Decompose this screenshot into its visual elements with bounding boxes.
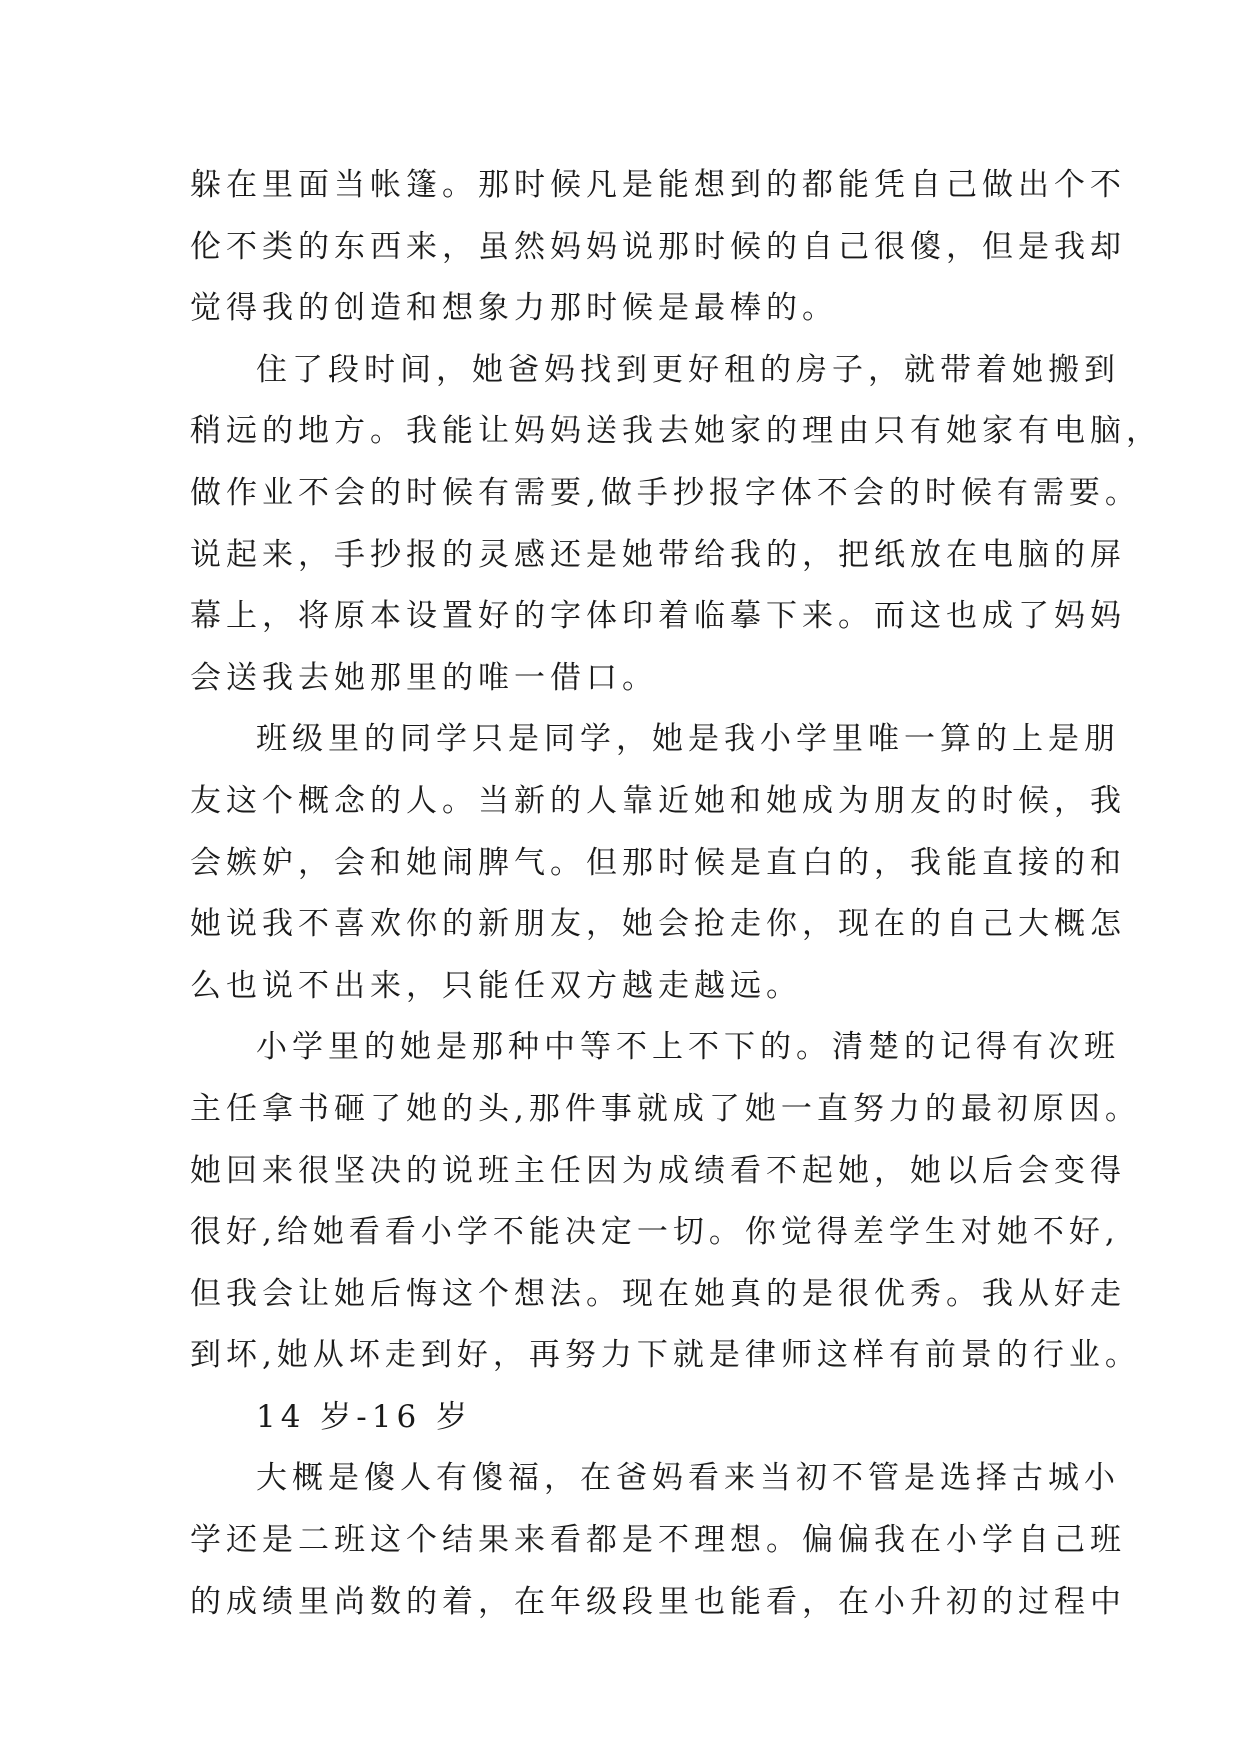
text-line: 她说我不喜欢你的新朋友，她会抢走你，现在的自己大概怎	[190, 906, 1126, 943]
text-line: 稍远的地方。我能让妈妈送我去她家的理由只有她家有电脑，	[190, 413, 1162, 450]
text-line: 会送我去她那里的唯一借口。	[190, 659, 658, 696]
text-line: 主任拿书砸了她的头,那件事就成了她一直努力的最初原因。	[190, 1090, 1141, 1127]
text-line: 学还是二班这个结果来看都是不理想。偏偏我在小学自己班	[190, 1522, 1126, 1559]
text-line: 做作业不会的时候有需要,做手抄报字体不会的时候有需要。	[190, 474, 1141, 511]
section-heading: 14 岁-16 岁	[256, 1398, 473, 1435]
text-line: 但我会让她后悔这个想法。现在她真的是很优秀。我从好走	[190, 1275, 1126, 1312]
text-line: 到坏,她从坏走到好，再努力下就是律师这样有前景的行业。	[190, 1337, 1141, 1374]
text-line: 躲在里面当帐篷。那时候凡是能想到的都能凭自己做出个不	[190, 167, 1126, 203]
body-text	[190, 155, 1162, 1633]
paragraph-first-line: 住了段时间，她爸妈找到更好租的房子，就带着她搬到	[256, 351, 1120, 388]
text-line: 很好,给她看看小学不能决定一切。你觉得差学生对她不好,	[190, 1214, 1120, 1251]
text-line: 幕上，将原本设置好的字体印着临摹下来。而这也成了妈妈	[190, 598, 1126, 635]
text-line: 会嫉妒，会和她闹脾气。但那时候是直白的，我能直接的和	[190, 844, 1126, 881]
text-line: 觉得我的创造和想象力那时候是最棒的。	[190, 290, 838, 327]
text-line: 友这个概念的人。当新的人靠近她和她成为朋友的时候，我	[190, 782, 1126, 819]
text-line: 么也说不出来，只能任双方越走越远。	[190, 967, 802, 1004]
text-line: 她回来很坚决的说班主任因为成绩看不起她，她以后会变得	[190, 1152, 1126, 1189]
text-line: 的成绩里尚数的着，在年级段里也能看，在小升初的过程中	[190, 1583, 1126, 1620]
text-line: 伦不类的东西来，虽然妈妈说那时候的自己很傻，但是我却	[190, 228, 1126, 265]
text-line: 说起来，手抄报的灵感还是她带给我的，把纸放在电脑的屏	[190, 536, 1126, 573]
paragraph-first-line: 大概是傻人有傻福，在爸妈看来当初不管是选择古城小	[256, 1460, 1120, 1497]
paragraph-first-line: 班级里的同学只是同学，她是我小学里唯一算的上是朋	[256, 721, 1120, 758]
paragraph-first-line: 小学里的她是那种中等不上不下的。清楚的记得有次班	[256, 1029, 1120, 1066]
